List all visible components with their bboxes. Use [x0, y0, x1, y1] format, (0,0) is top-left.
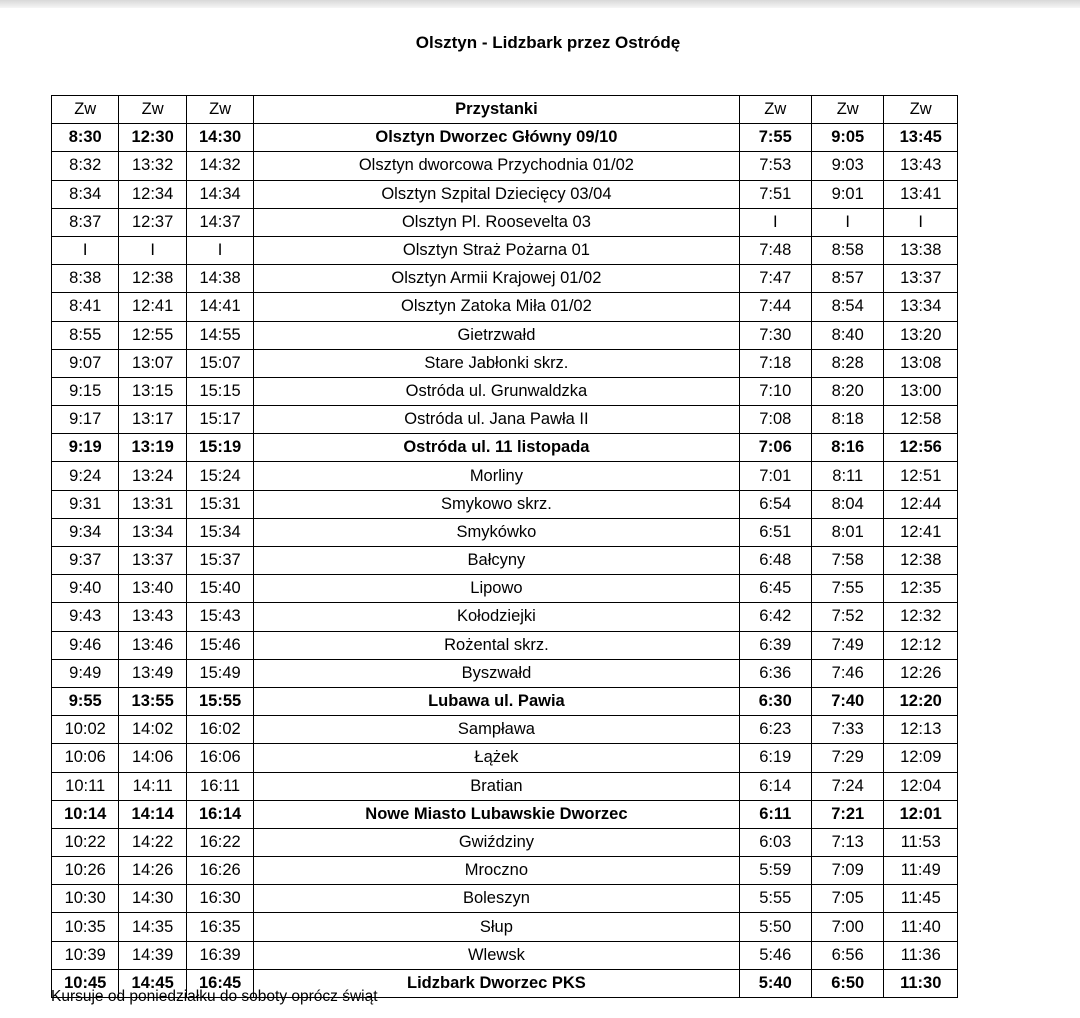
timetable-row — [52, 659, 958, 687]
stop-name: Byszwałd — [254, 659, 739, 687]
return-time: 11:45 — [884, 885, 958, 913]
departure-time: I — [119, 236, 186, 264]
return-time: 12:26 — [884, 659, 958, 687]
departure-time: 16:35 — [186, 913, 253, 941]
header-cell-return: Zw — [884, 96, 958, 124]
departure-time: 13:34 — [119, 518, 186, 546]
return-time: 7:01 — [739, 462, 811, 490]
departure-time: 13:46 — [119, 631, 186, 659]
return-time: 6:45 — [739, 575, 811, 603]
departure-time: 14:39 — [119, 941, 186, 969]
stop-name: Olsztyn Straż Pożarna 01 — [254, 236, 739, 264]
timetable-row — [52, 913, 958, 941]
stop-name: Bałcyny — [254, 547, 739, 575]
departure-time: 13:49 — [119, 659, 186, 687]
return-time: 13:00 — [884, 377, 958, 405]
departure-time: 15:37 — [186, 547, 253, 575]
departure-time: 16:26 — [186, 857, 253, 885]
return-time: 12:44 — [884, 490, 958, 518]
return-time: 7:33 — [811, 716, 883, 744]
departure-time: 8:30 — [52, 124, 119, 152]
departure-time: 16:30 — [186, 885, 253, 913]
stop-name: Morliny — [254, 462, 739, 490]
departure-time: 14:06 — [119, 744, 186, 772]
departure-time: 9:43 — [52, 603, 119, 631]
stop-name: Olsztyn dworcowa Przychodnia 01/02 — [254, 152, 739, 180]
return-time: 7:48 — [739, 236, 811, 264]
return-time: 7:18 — [739, 349, 811, 377]
return-time: 12:51 — [884, 462, 958, 490]
return-time: 13:34 — [884, 293, 958, 321]
return-time: 9:01 — [811, 180, 883, 208]
return-time: 6:54 — [739, 490, 811, 518]
return-time: 12:41 — [884, 518, 958, 546]
departure-time: 10:02 — [52, 716, 119, 744]
timetable-row — [52, 349, 958, 377]
return-time: 13:20 — [884, 321, 958, 349]
stop-name: Słup — [254, 913, 739, 941]
departure-time: 16:22 — [186, 828, 253, 856]
departure-time: 14:22 — [119, 828, 186, 856]
departure-time: 10:35 — [52, 913, 119, 941]
return-time: 7:46 — [811, 659, 883, 687]
departure-time: 14:55 — [186, 321, 253, 349]
departure-time: 12:55 — [119, 321, 186, 349]
timetable-row — [52, 377, 958, 405]
return-time: 8:54 — [811, 293, 883, 321]
departure-time: 12:34 — [119, 180, 186, 208]
departure-time: 15:34 — [186, 518, 253, 546]
departure-time: 16:11 — [186, 772, 253, 800]
departure-time: 10:45 — [52, 969, 119, 997]
timetable-row — [52, 941, 958, 969]
departure-time: 14:37 — [186, 208, 253, 236]
header-cell-return: Zw — [739, 96, 811, 124]
departure-time: I — [186, 236, 253, 264]
departure-time: 10:06 — [52, 744, 119, 772]
return-time: 11:36 — [884, 941, 958, 969]
timetable-row — [52, 857, 958, 885]
return-time: 7:05 — [811, 885, 883, 913]
return-time: I — [811, 208, 883, 236]
return-time: 6:48 — [739, 547, 811, 575]
departure-time: 10:14 — [52, 800, 119, 828]
return-time: 12:35 — [884, 575, 958, 603]
return-time: 6:30 — [739, 687, 811, 715]
departure-time: 13:32 — [119, 152, 186, 180]
departure-time: 13:07 — [119, 349, 186, 377]
stop-name: Ostróda ul. Grunwaldzka — [254, 377, 739, 405]
stop-name: Mroczno — [254, 857, 739, 885]
departure-time: 10:30 — [52, 885, 119, 913]
return-time: 9:05 — [811, 124, 883, 152]
return-time: 12:32 — [884, 603, 958, 631]
return-time: 6:39 — [739, 631, 811, 659]
return-time: 6:14 — [739, 772, 811, 800]
return-time: 7:06 — [739, 434, 811, 462]
departure-time: 15:40 — [186, 575, 253, 603]
departure-time: 8:55 — [52, 321, 119, 349]
departure-time: 14:14 — [119, 800, 186, 828]
departure-time: 15:07 — [186, 349, 253, 377]
departure-time: 14:11 — [119, 772, 186, 800]
return-time: 5:40 — [739, 969, 811, 997]
departure-time: 15:24 — [186, 462, 253, 490]
timetable-header-row — [52, 96, 958, 124]
timetable-row — [52, 321, 958, 349]
return-time: 7:51 — [739, 180, 811, 208]
departure-time: 8:41 — [52, 293, 119, 321]
stop-name: Łążek — [254, 744, 739, 772]
return-time: 7:30 — [739, 321, 811, 349]
departure-time: 15:31 — [186, 490, 253, 518]
viewer-top-bar — [0, 0, 1080, 8]
departure-time: 8:34 — [52, 180, 119, 208]
departure-time: 13:40 — [119, 575, 186, 603]
return-time: 8:04 — [811, 490, 883, 518]
departure-time: 13:31 — [119, 490, 186, 518]
timetable-row — [52, 180, 958, 208]
return-time: 7:00 — [811, 913, 883, 941]
header-cell-return: Zw — [811, 96, 883, 124]
stop-name: Sampława — [254, 716, 739, 744]
return-time: 11:40 — [884, 913, 958, 941]
departure-time: 8:38 — [52, 265, 119, 293]
return-time: 7:47 — [739, 265, 811, 293]
return-time: 7:52 — [811, 603, 883, 631]
timetable-row — [52, 772, 958, 800]
stop-name: Stare Jabłonki skrz. — [254, 349, 739, 377]
return-time: 12:13 — [884, 716, 958, 744]
return-time: 12:04 — [884, 772, 958, 800]
departure-time: 16:02 — [186, 716, 253, 744]
return-time: 13:45 — [884, 124, 958, 152]
departure-time: 9:34 — [52, 518, 119, 546]
return-time: 13:37 — [884, 265, 958, 293]
timetable-row — [52, 800, 958, 828]
return-time: 7:55 — [739, 124, 811, 152]
return-time: 12:01 — [884, 800, 958, 828]
return-time: 7:08 — [739, 406, 811, 434]
departure-time: 12:37 — [119, 208, 186, 236]
departure-time: 9:19 — [52, 434, 119, 462]
return-time: 8:16 — [811, 434, 883, 462]
stop-name: Olsztyn Armii Krajowej 01/02 — [254, 265, 739, 293]
departure-time: 10:11 — [52, 772, 119, 800]
stop-name: Olsztyn Szpital Dziecięcy 03/04 — [254, 180, 739, 208]
return-time: 8:40 — [811, 321, 883, 349]
stop-name: Olsztyn Pl. Roosevelta 03 — [254, 208, 739, 236]
return-time: 7:58 — [811, 547, 883, 575]
return-time: 13:08 — [884, 349, 958, 377]
return-time: 11:53 — [884, 828, 958, 856]
departure-time: 10:22 — [52, 828, 119, 856]
stop-name: Ostróda ul. Jana Pawła II — [254, 406, 739, 434]
timetable-row — [52, 518, 958, 546]
departure-time: 8:32 — [52, 152, 119, 180]
departure-time: 14:38 — [186, 265, 253, 293]
return-time: 6:42 — [739, 603, 811, 631]
return-time: 8:20 — [811, 377, 883, 405]
return-time: 6:36 — [739, 659, 811, 687]
return-time: I — [739, 208, 811, 236]
return-time: 6:19 — [739, 744, 811, 772]
timetable-row — [52, 885, 958, 913]
departure-time: 15:19 — [186, 434, 253, 462]
departure-time: 13:55 — [119, 687, 186, 715]
return-time: 11:49 — [884, 857, 958, 885]
return-time: 7:24 — [811, 772, 883, 800]
header-cell-departure: Zw — [52, 96, 119, 124]
timetable-row — [52, 547, 958, 575]
timetable-row — [52, 490, 958, 518]
stop-name: Bratian — [254, 772, 739, 800]
departure-time: 16:06 — [186, 744, 253, 772]
departure-time: 9:31 — [52, 490, 119, 518]
departure-time: 13:24 — [119, 462, 186, 490]
return-time: 13:38 — [884, 236, 958, 264]
stop-name: Gietrzwałd — [254, 321, 739, 349]
timetable-row — [52, 631, 958, 659]
departure-time: 9:46 — [52, 631, 119, 659]
footer-note: Kursuje od poniedziałku do soboty oprócz świąt — [51, 988, 378, 1005]
return-time: 6:11 — [739, 800, 811, 828]
departure-time: 12:30 — [119, 124, 186, 152]
departure-time: 14:02 — [119, 716, 186, 744]
departure-time: 15:43 — [186, 603, 253, 631]
timetable-row — [52, 208, 958, 236]
stop-name: Lipowo — [254, 575, 739, 603]
return-time: 13:43 — [884, 152, 958, 180]
departure-time: 14:41 — [186, 293, 253, 321]
return-time: 6:50 — [811, 969, 883, 997]
return-time: 6:51 — [739, 518, 811, 546]
departure-time: 16:14 — [186, 800, 253, 828]
timetable-row — [52, 152, 958, 180]
departure-time: 16:39 — [186, 941, 253, 969]
return-time: 7:13 — [811, 828, 883, 856]
departure-time: 15:49 — [186, 659, 253, 687]
return-time: 7:10 — [739, 377, 811, 405]
return-time: 8:28 — [811, 349, 883, 377]
departure-time: I — [52, 236, 119, 264]
timetable — [51, 95, 958, 998]
return-time: 6:56 — [811, 941, 883, 969]
departure-time: 14:30 — [119, 885, 186, 913]
timetable-row — [52, 434, 958, 462]
timetable-row — [52, 462, 958, 490]
return-time: 11:30 — [884, 969, 958, 997]
return-time: 5:59 — [739, 857, 811, 885]
timetable-row — [52, 265, 958, 293]
return-time: 12:38 — [884, 547, 958, 575]
stop-name: Smykówko — [254, 518, 739, 546]
return-time: 7:21 — [811, 800, 883, 828]
return-time: 12:58 — [884, 406, 958, 434]
departure-time: 13:19 — [119, 434, 186, 462]
return-time: 12:09 — [884, 744, 958, 772]
departure-time: 15:17 — [186, 406, 253, 434]
return-time: 5:46 — [739, 941, 811, 969]
departure-time: 9:40 — [52, 575, 119, 603]
departure-time: 14:30 — [186, 124, 253, 152]
return-time: 7:53 — [739, 152, 811, 180]
return-time: 8:58 — [811, 236, 883, 264]
timetable-row — [52, 687, 958, 715]
return-time: 6:23 — [739, 716, 811, 744]
timetable-row — [52, 575, 958, 603]
return-time: 5:50 — [739, 913, 811, 941]
departure-time: 13:17 — [119, 406, 186, 434]
departure-time: 14:35 — [119, 913, 186, 941]
header-cell-departure: Zw — [186, 96, 253, 124]
departure-time: 15:15 — [186, 377, 253, 405]
timetable-row — [52, 716, 958, 744]
departure-time: 10:26 — [52, 857, 119, 885]
stop-name: Boleszyn — [254, 885, 739, 913]
stop-name: Nowe Miasto Lubawskie Dworzec — [254, 800, 739, 828]
stop-name: Rożental skrz. — [254, 631, 739, 659]
stop-name: Lubawa ul. Pawia — [254, 687, 739, 715]
timetable-row — [52, 744, 958, 772]
stop-name: Wlewsk — [254, 941, 739, 969]
return-time: 7:55 — [811, 575, 883, 603]
return-time: 8:01 — [811, 518, 883, 546]
stop-name: Olsztyn Dworzec Główny 09/10 — [254, 124, 739, 152]
timetable-row — [52, 406, 958, 434]
departure-time: 15:46 — [186, 631, 253, 659]
departure-time: 10:39 — [52, 941, 119, 969]
return-time: 6:03 — [739, 828, 811, 856]
departure-time: 9:49 — [52, 659, 119, 687]
stop-name: Lidzbark Dworzec PKS — [254, 969, 739, 997]
return-time: 8:18 — [811, 406, 883, 434]
departure-time: 13:37 — [119, 547, 186, 575]
departure-time: 14:32 — [186, 152, 253, 180]
departure-time: 9:07 — [52, 349, 119, 377]
return-time: 12:12 — [884, 631, 958, 659]
departure-time: 9:15 — [52, 377, 119, 405]
departure-time: 15:55 — [186, 687, 253, 715]
departure-time: 14:26 — [119, 857, 186, 885]
timetable-row — [52, 603, 958, 631]
departure-time: 14:45 — [119, 969, 186, 997]
departure-time: 16:45 — [186, 969, 253, 997]
stop-name: Olsztyn Zatoka Miła 01/02 — [254, 293, 739, 321]
header-cell-stops: Przystanki — [254, 96, 739, 124]
stop-name: Kołodziejki — [254, 603, 739, 631]
stop-name: Gwiździny — [254, 828, 739, 856]
timetable-row — [52, 124, 958, 152]
return-time: 12:56 — [884, 434, 958, 462]
page-title: Olsztyn - Lidzbark przez Ostródę — [415, 33, 681, 52]
return-time: 7:29 — [811, 744, 883, 772]
stop-name: Ostróda ul. 11 listopada — [254, 434, 739, 462]
stop-name: Smykowo skrz. — [254, 490, 739, 518]
return-time: 12:20 — [884, 687, 958, 715]
timetable-row — [52, 236, 958, 264]
return-time: 7:09 — [811, 857, 883, 885]
return-time: I — [884, 208, 958, 236]
return-time: 7:49 — [811, 631, 883, 659]
departure-time: 12:38 — [119, 265, 186, 293]
return-time: 7:40 — [811, 687, 883, 715]
timetable-row — [52, 828, 958, 856]
return-time: 9:03 — [811, 152, 883, 180]
departure-time: 12:41 — [119, 293, 186, 321]
header-cell-departure: Zw — [119, 96, 186, 124]
departure-time: 9:17 — [52, 406, 119, 434]
return-time: 13:41 — [884, 180, 958, 208]
departure-time: 9:37 — [52, 547, 119, 575]
departure-time: 9:24 — [52, 462, 119, 490]
departure-time: 13:43 — [119, 603, 186, 631]
return-time: 8:11 — [811, 462, 883, 490]
departure-time: 14:34 — [186, 180, 253, 208]
departure-time: 13:15 — [119, 377, 186, 405]
return-time: 5:55 — [739, 885, 811, 913]
return-time: 7:44 — [739, 293, 811, 321]
return-time: 8:57 — [811, 265, 883, 293]
timetable-row — [52, 293, 958, 321]
departure-time: 8:37 — [52, 208, 119, 236]
departure-time: 9:55 — [52, 687, 119, 715]
